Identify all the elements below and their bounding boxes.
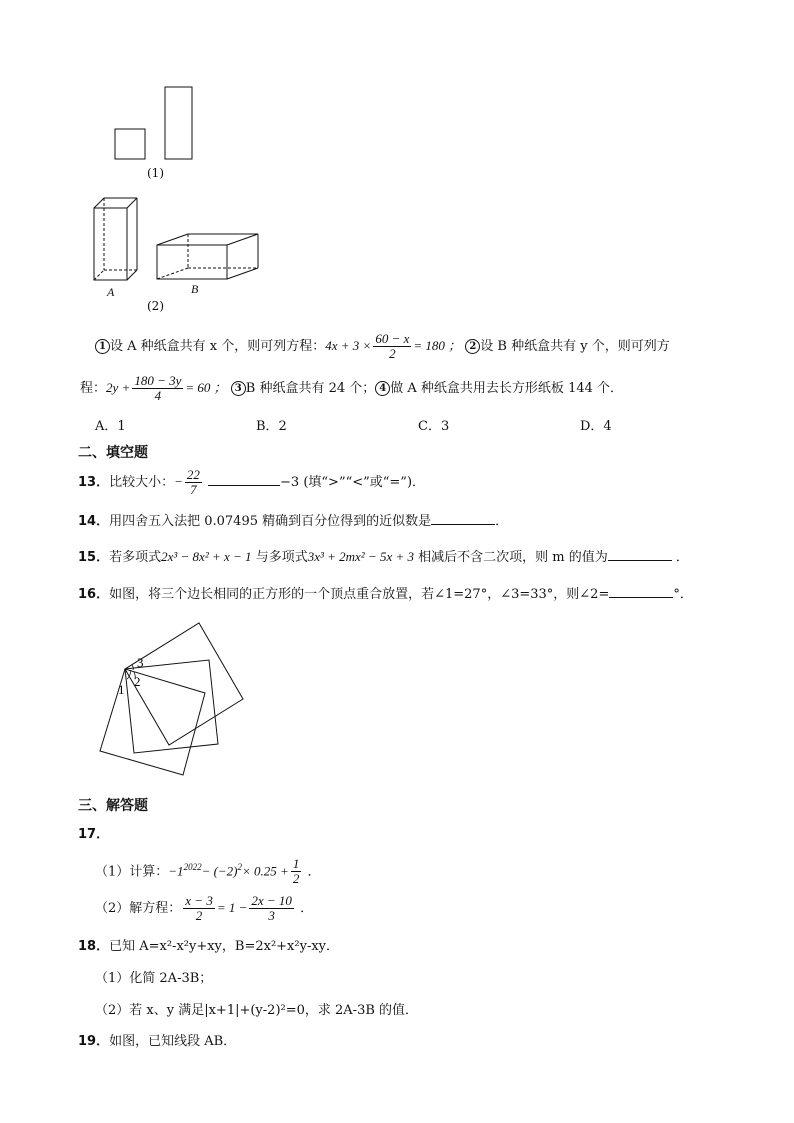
- section-3-title: 三、解答题: [78, 798, 148, 814]
- statement-2-fraction: [132, 374, 183, 404]
- section-2-title: 二、填空题: [78, 445, 148, 461]
- statement-2-text: 设 B 种纸盒共有 y 个，则可列方: [480, 339, 670, 354]
- question-15-answer-blank[interactable]: [608, 546, 672, 561]
- question-16-end: °．: [673, 587, 693, 602]
- question-18-part-1: （1）化简 2A-3B；: [95, 971, 213, 986]
- statement-2-eq-left: 2y +: [106, 380, 131, 395]
- question-14-end: ．: [495, 514, 509, 529]
- question-13-number: 13．: [78, 475, 110, 490]
- box-b-label: B: [191, 282, 199, 296]
- q12-statement-line-1: [95, 330, 670, 362]
- q12-option-a[interactable]: A．1: [95, 419, 126, 434]
- exponent-2: 2: [237, 862, 243, 872]
- expr-times: × 0.25 +: [242, 863, 289, 879]
- square-outer: [125, 623, 243, 745]
- part-2-fraction-2: [249, 894, 294, 924]
- expr-neg-two: − (−2): [201, 863, 238, 879]
- question-15-text-a: 若多项式: [109, 550, 162, 565]
- question-15-text-c: 相减后不含二次项，则 m 的值为: [418, 550, 608, 565]
- fraction-denominator: 7: [190, 482, 197, 497]
- fraction-numerator: 2x − 10: [251, 892, 292, 908]
- question-15-poly-1: 2x³ − 8x² + x − 1: [161, 549, 252, 564]
- question-14: [78, 510, 508, 529]
- statement-2-text-cont: 程：: [80, 381, 107, 396]
- question-15-end: ．: [675, 550, 689, 565]
- question-15-poly-2: 3x³ + 2mx² − 5x + 3: [307, 549, 415, 564]
- angle-label-2: 2: [134, 674, 141, 689]
- question-16-text: 如图，将三个边长相同的正方形的一个顶点重合放置，若∠1=27°，∠3=33°，则∠2=: [109, 587, 610, 602]
- q12-option-d[interactable]: D．4: [580, 419, 612, 434]
- small-square: [115, 129, 145, 159]
- question-13-answer-blank[interactable]: [208, 485, 280, 486]
- fraction-numerator: x − 3: [185, 892, 213, 908]
- square-inner: [100, 669, 205, 775]
- fraction-numerator: 60 − x: [375, 330, 410, 346]
- statement-1-eq-right: = 180 ；: [413, 338, 462, 353]
- question-16-answer-blank[interactable]: [609, 583, 673, 598]
- q12-statement-line-2: [80, 372, 623, 404]
- angle-label-1: 1: [118, 682, 125, 697]
- question-14-text: 用四舍五入法把 0.07495 精确到百分位得到的近似数是: [109, 514, 432, 529]
- part-1-label: （1）计算：: [95, 864, 169, 880]
- statement-2-eq-right: = 60 ；: [185, 380, 227, 395]
- question-16: [78, 583, 693, 602]
- fraction-numerator: 180 − 3y: [134, 372, 182, 388]
- statement-3-text: B 种纸盒共有 24 个；: [245, 381, 376, 396]
- part-2-fraction-1: [183, 894, 215, 924]
- angle-label-3: 3: [137, 655, 144, 670]
- fraction-numerator: 22: [186, 466, 200, 482]
- statement-4-marker: 4: [375, 381, 390, 396]
- box-a: [94, 198, 137, 280]
- fraction-numerator: 1: [292, 856, 300, 872]
- angle-arc-3: [132, 665, 133, 670]
- question-18-part-2: （2）若 x、y 满足|x+1|+(y-2)²=0，求 2A-3B 的值．: [95, 1003, 419, 1018]
- part-1-end: ．: [307, 864, 321, 880]
- part-2-label: （2）解方程：: [95, 901, 182, 916]
- expr-neg-one: −1: [168, 863, 184, 879]
- question-17-part-2: [95, 891, 313, 925]
- figure-2-label: (2): [147, 299, 164, 313]
- question-19: [78, 1030, 236, 1049]
- statement-1-marker: 1: [95, 339, 110, 354]
- fraction-denominator: 2: [292, 871, 300, 887]
- question-13-sign: −: [174, 474, 183, 489]
- question-17-part-1: [95, 850, 321, 887]
- question-19-text: 如图，已知线段 AB．: [109, 1034, 237, 1049]
- box-b: [157, 234, 258, 279]
- question-14-answer-blank[interactable]: [431, 510, 495, 525]
- q12-option-c[interactable]: C．3: [418, 419, 450, 434]
- statement-1-text: 设 A 种纸盒共有 x 个，则可列方程：: [110, 339, 326, 354]
- question-17-number: 17．: [78, 827, 110, 842]
- statement-2-marker: 2: [465, 339, 480, 354]
- part-1-fraction: [291, 857, 302, 887]
- figure-1-label: (1): [147, 166, 164, 180]
- statement-1-eq-left: 4x + 3 ×: [325, 338, 372, 353]
- question-16-number: 16．: [78, 587, 110, 602]
- question-13: [78, 465, 425, 499]
- part-2-end: ．: [300, 901, 314, 916]
- question-15-text-b: 与多项式: [255, 550, 308, 565]
- fraction-denominator: 3: [268, 908, 275, 923]
- fraction-denominator: 2: [195, 908, 203, 923]
- statement-4-text: 做 A 种纸盒共用去长方形纸板 144 个．: [390, 381, 624, 396]
- statement-3-marker: 3: [231, 381, 246, 396]
- question-14-number: 14．: [78, 514, 110, 529]
- question-13-tail: −3 (填“>”“<”或“=”)．: [280, 475, 426, 490]
- question-16-figure: [95, 615, 250, 780]
- statement-1-fraction: [373, 332, 411, 362]
- exponent-2022: 2022: [183, 862, 202, 872]
- question-19-number: 19．: [78, 1034, 110, 1049]
- fraction-denominator: 4: [154, 388, 162, 403]
- question-13-text: 比较大小：: [109, 475, 175, 490]
- question-18: [78, 935, 339, 954]
- question-18-number: 18．: [78, 939, 110, 954]
- question-15-number: 15．: [78, 550, 110, 565]
- question-18-text: 已知 A=x²-x²y+xy，B=2x²+x²y-xy．: [109, 939, 340, 954]
- tall-rectangle: [165, 87, 192, 159]
- part-2-middle: = 1 −: [216, 900, 248, 915]
- box-a-label: A: [107, 285, 115, 299]
- question-13-fraction: [185, 468, 202, 498]
- q12-option-b[interactable]: B．2: [256, 419, 287, 434]
- question-15: [78, 546, 689, 565]
- fraction-denominator: 2: [389, 346, 396, 361]
